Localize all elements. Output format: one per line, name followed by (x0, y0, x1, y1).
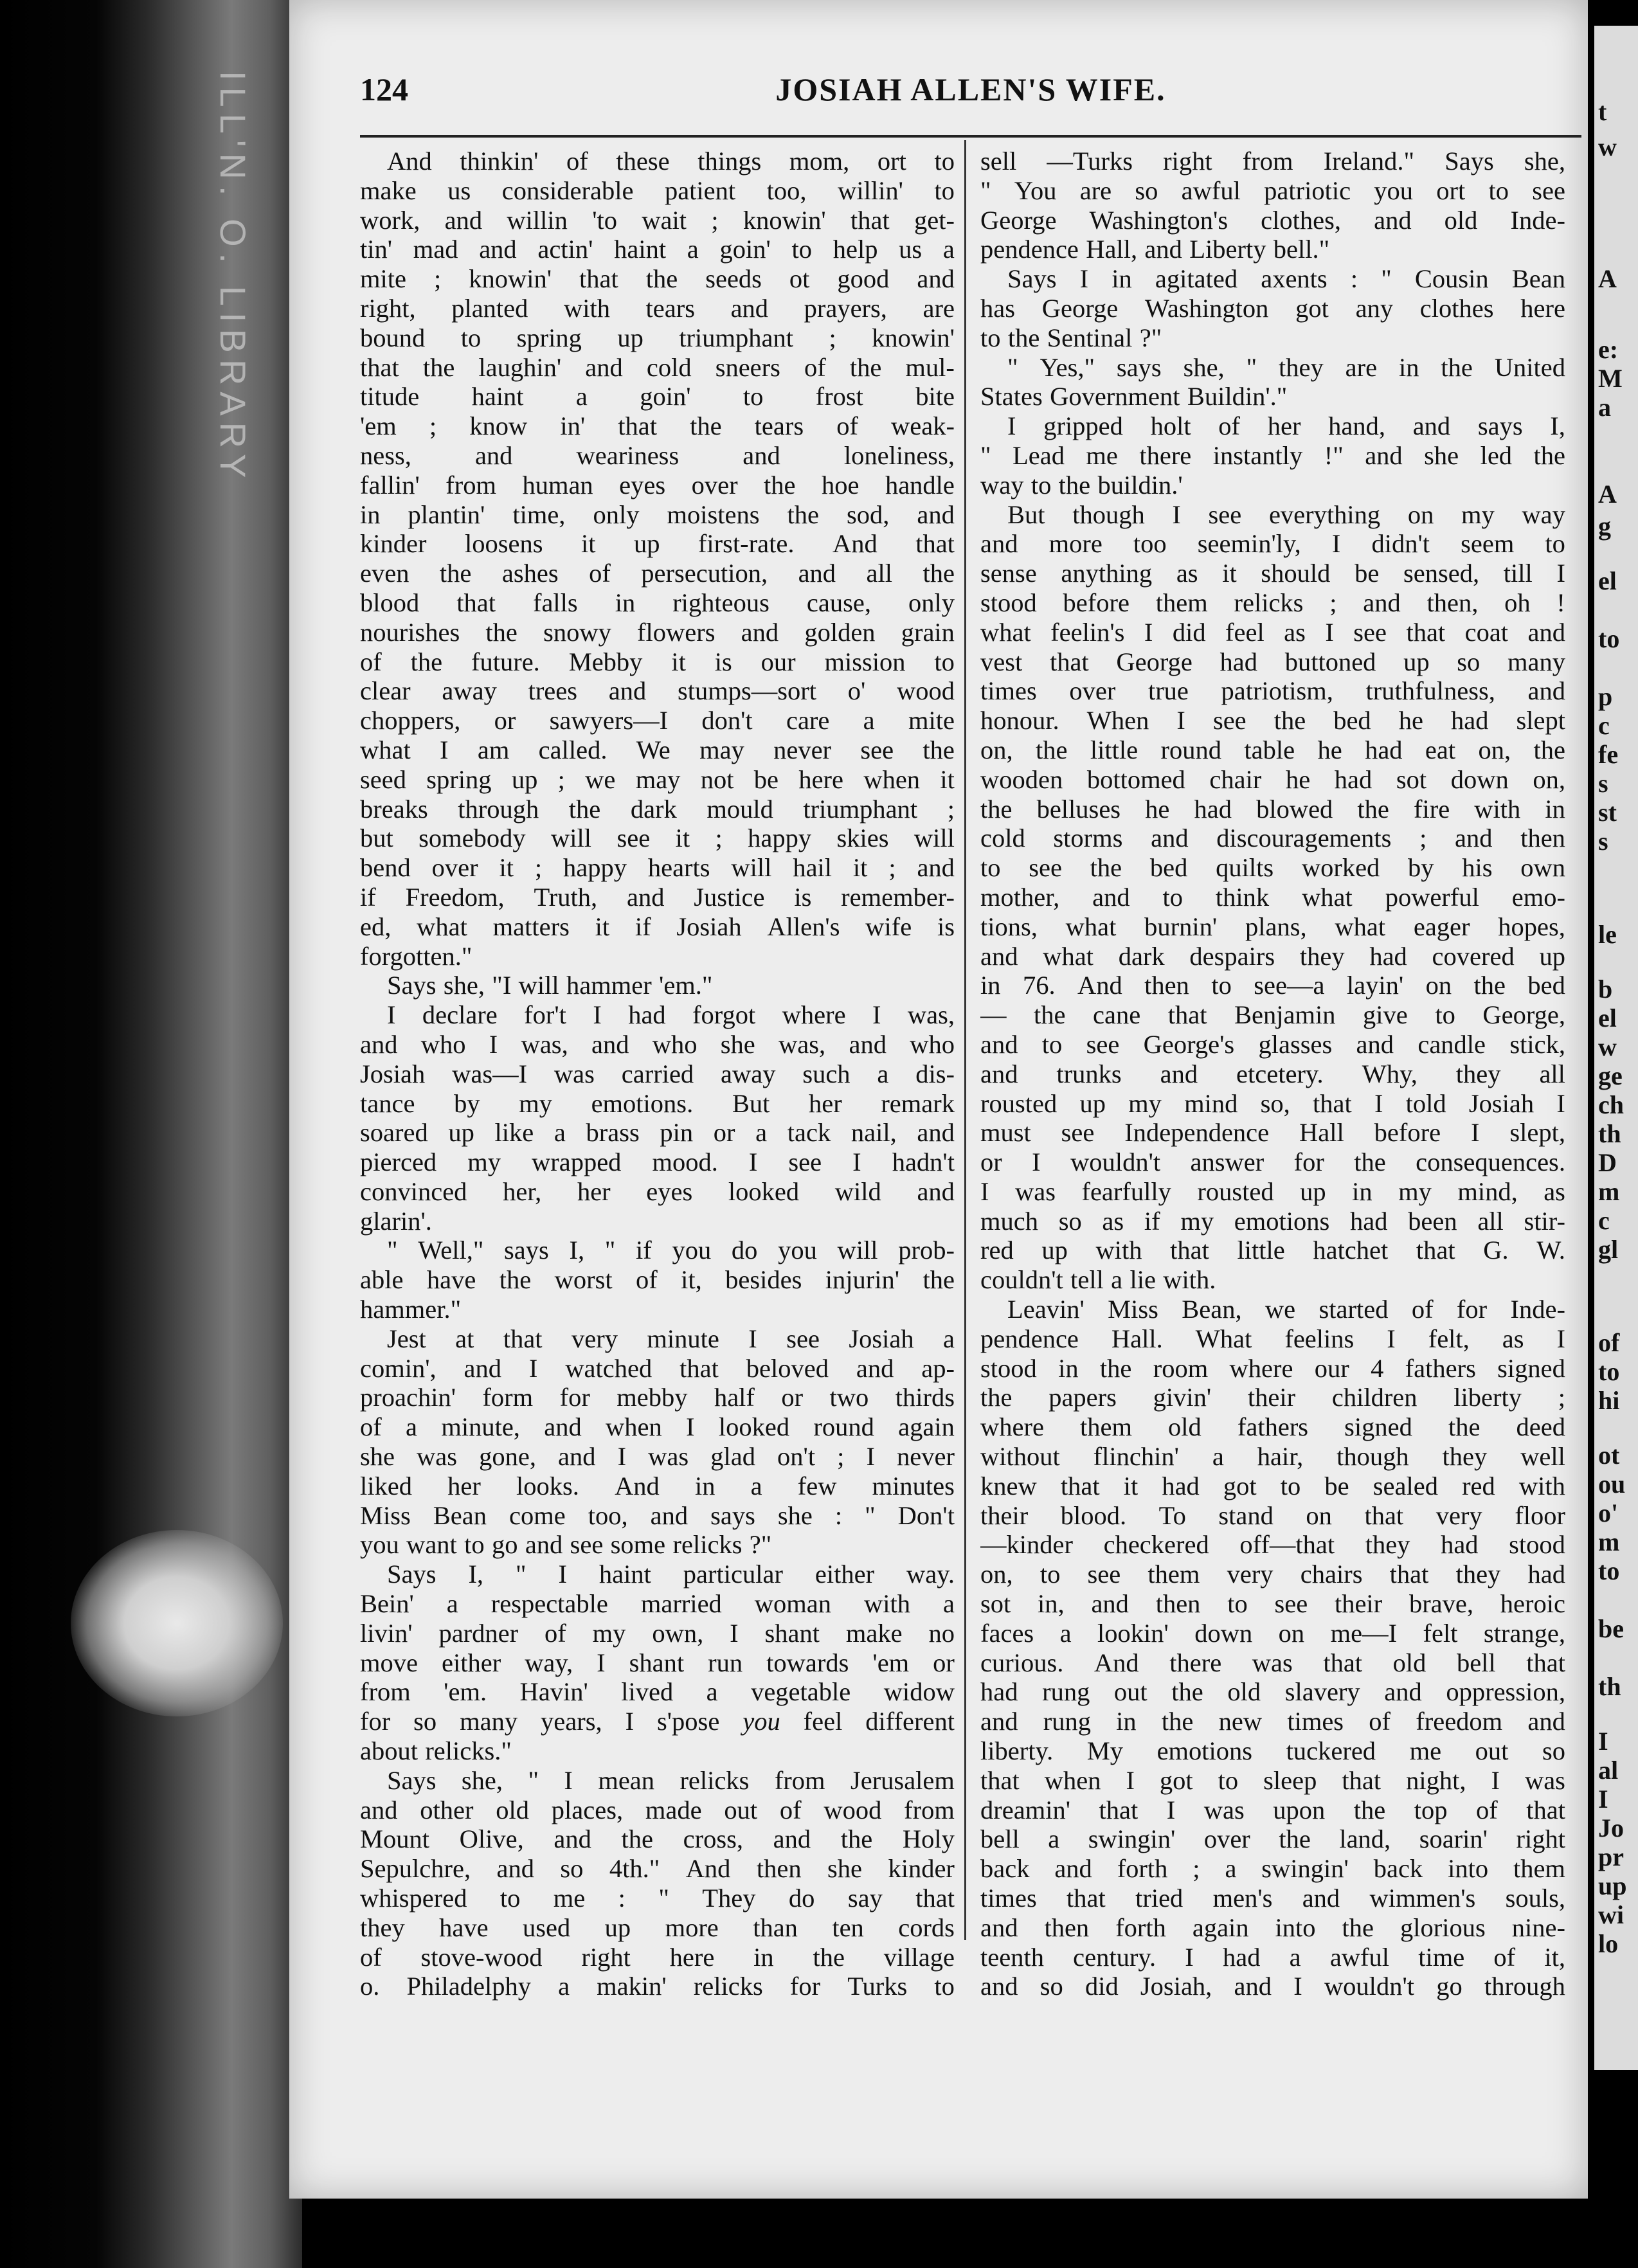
text-line: honour. When I see the bed he had slept (980, 706, 1565, 735)
text-line: and trunks and etcetery. Why, they all (980, 1059, 1565, 1088)
text-line: on, the little round table he had eat on, the (980, 735, 1565, 764)
text-line: liberty. My emotions tuckered me out so (980, 1736, 1565, 1766)
adjacent-page-fragment: be (1598, 1614, 1624, 1643)
text-line: " Yes," says she, " they are in the United (1007, 352, 1565, 382)
text-line: —kinder checkered off—that they had stood (980, 1530, 1565, 1560)
text-line: from 'em. Havin' lived a vegetable widow (360, 1677, 955, 1707)
adjacent-page-fragment: g (1598, 512, 1611, 541)
text-line: and rung in the new times of freedom and (980, 1707, 1565, 1736)
text-line: " Lead me there instantly !" and she led the (980, 440, 1565, 470)
adjacent-page-fragment: e: (1598, 335, 1619, 364)
text-line: the belluses he had blowed the fire with in (980, 794, 1565, 824)
paper-damage-stain (71, 1530, 283, 1716)
text-line: she was gone, and I was glad on't ; I never (360, 1442, 955, 1472)
text-line: and more too seemin'ly, I didn't seem to (980, 529, 1565, 559)
spine-library-stamp: ILL'N. O. LIBRARY (213, 71, 253, 485)
text-line: Mount Olive, and the cross, and the Holy (360, 1824, 955, 1854)
text-line: and to see George's glasses and candle stick, (980, 1029, 1565, 1059)
adjacent-page-fragment: of (1598, 1328, 1620, 1357)
text-line: mother, and to think what powerful emo- (980, 882, 1565, 912)
adjacent-page-fragment: le (1598, 920, 1617, 949)
adjacent-page-fragment: A (1598, 480, 1617, 509)
text-line: pierced my wrapped mood. I see I hadn't (360, 1148, 955, 1177)
text-line: right, planted with tears and prayers, are (360, 293, 955, 323)
adjacent-page-fragment: al (1598, 1756, 1619, 1785)
text-line: pendence Hall, and Liberty bell." (980, 235, 1330, 264)
text-line: Says she, "I will hammer 'em." (387, 971, 713, 1000)
text-column-right (980, 147, 1565, 2001)
text-line: fallin' from human eyes over the hoe handle (360, 470, 955, 500)
adjacent-page-fragment: ge (1598, 1061, 1623, 1090)
adjacent-page-fragment: th (1598, 1119, 1621, 1148)
text-line: seed spring up ; we may not be here when it (360, 764, 955, 794)
text-line: of a minute, and when I looked round again (360, 1412, 955, 1442)
text-line: ness, and weariness and loneliness, (360, 440, 955, 470)
text-line: must see Independence Hall before I slept, (980, 1118, 1565, 1148)
adjacent-page-fragment: c (1598, 711, 1610, 740)
adjacent-page-fragment: ot (1598, 1441, 1620, 1470)
text-line: rousted up my mind so, that I told Josiah I (980, 1088, 1565, 1118)
text-line: forgotten." (360, 941, 473, 971)
text-line: Bein' a respectable married woman with a (360, 1589, 955, 1619)
text-line: and who I was, and who she was, and who (360, 1029, 955, 1059)
adjacent-page-fragment: D (1598, 1148, 1617, 1177)
text-line: titude haint a goin' to frost bite (360, 382, 955, 411)
text-line: glarin'. (360, 1206, 432, 1236)
text-line: Sepulchre, and so 4th." And then she kinder (360, 1854, 955, 1884)
text-line: their blood. To stand on that very floor (980, 1500, 1565, 1530)
text-line: has George Washington got any clothes here (980, 293, 1565, 323)
text-line: Says she, " I mean relicks from Jerusalem (387, 1765, 955, 1795)
text-line: times that tried men's and wimmen's souls, (980, 1884, 1565, 1913)
adjacent-page-fragment: th (1598, 1672, 1621, 1701)
adjacent-page-fragment: el (1598, 1004, 1617, 1032)
text-line: choppers, or sawyers—I don't care a mite (360, 706, 955, 735)
text-line: to see the bed quilts worked by his own (980, 853, 1565, 883)
text-line: stood in the room where our 4 fathers signed (980, 1353, 1565, 1383)
text-line: George Washington's clothes, and old Inde- (980, 205, 1565, 235)
text-line: teenth century. I had a awful time of it, (980, 1942, 1565, 1972)
text-line: times over true patriotism, truthfulness, and (980, 676, 1565, 706)
adjacent-page-fragment: m (1598, 1177, 1620, 1206)
text-line: tin' mad and actin' haint a goin' to help us a (360, 235, 955, 264)
text-line: back and forth ; a swingin' back into them (980, 1854, 1565, 1884)
text-line: dreamin' that I was upon the top of that (980, 1795, 1565, 1824)
text-line: much so as if my emotions had been all stir- (980, 1206, 1565, 1236)
text-line: for so many years, I s'pose you feel different (360, 1707, 955, 1736)
text-line: the papers givin' their children liberty ; (980, 1383, 1565, 1412)
adjacent-page-fragment: m (1598, 1527, 1620, 1556)
text-line: sot in, and then to see their brave, heroic (980, 1589, 1565, 1619)
text-line: proachin' form for mebby half or two thirds (360, 1383, 955, 1412)
text-line: But though I see everything on my way (1007, 500, 1565, 529)
adjacent-page-fragment: fe (1598, 740, 1619, 769)
text-line: even the ashes of persecution, and all the (360, 559, 955, 588)
adjacent-page-fragment: A (1598, 264, 1617, 293)
text-line: nourishes the snowy flowers and golden grain (360, 617, 955, 647)
text-line: stood before them relicks ; and then, oh ! (980, 588, 1565, 617)
text-line: I gripped holt of her hand, and says I, (1007, 411, 1565, 441)
text-line: they have used up more than ten cords (360, 1913, 955, 1942)
text-line: that the laughin' and cold sneers of the mul- (360, 352, 955, 382)
text-line: 'em ; know in' that the tears of weak- (360, 411, 955, 441)
text-line: Josiah was—I was carried away such a dis- (360, 1059, 955, 1088)
adjacent-page-fragment: up (1598, 1871, 1627, 1900)
text-line: Says I, " I haint particular either way. (387, 1560, 955, 1589)
adjacent-page-fragment: ou (1598, 1470, 1626, 1498)
text-line: liked her looks. And in a few minutes (360, 1471, 955, 1500)
text-line: where them old fathers signed the deed (980, 1412, 1565, 1442)
text-line: wooden bottomed chair he had sot down on, (980, 764, 1565, 794)
text-line: blood that falls in righteous cause, only (360, 588, 955, 617)
text-line: " You are so awful patriotic you ort to see (980, 176, 1565, 205)
text-line: knew that it had got to be sealed red with (980, 1471, 1565, 1500)
text-line: comin', and I watched that beloved and ap- (360, 1353, 955, 1383)
text-line: in plantin' time, only moistens the sod, and (360, 500, 955, 529)
text-line: to the Sentinal ?" (980, 323, 1162, 352)
text-line: Says I in agitated axents : " Cousin Bean (1007, 264, 1565, 294)
adjacent-page-fragment: c (1598, 1206, 1610, 1235)
text-line: you want to go and see some relicks ?" (360, 1530, 772, 1560)
text-line: convinced her, her eyes looked wild and (360, 1176, 955, 1206)
text-line: mite ; knowin' that the seeds ot good and (360, 264, 955, 294)
text-line: vest that George had buttoned up so many (980, 647, 1565, 676)
adjacent-page-fragment: el (1598, 566, 1617, 595)
adjacent-page-fragment: M (1598, 364, 1623, 393)
adjacent-page-fragment: to (1598, 1357, 1620, 1386)
text-line: curious. And there was that old bell that (980, 1648, 1565, 1677)
text-line: kinder loosens it up first-rate. And that (360, 529, 955, 559)
text-line: about relicks." (360, 1736, 512, 1766)
text-line: livin' pardner of my own, I shant make no (360, 1618, 955, 1648)
text-line: pendence Hall. What feelins I felt, as I (980, 1324, 1565, 1353)
adjacent-page-fragment: o' (1598, 1498, 1619, 1527)
text-line: and other old places, made out of wood from (360, 1795, 955, 1824)
adjacent-page-fragment: t (1598, 97, 1607, 126)
text-line: on, to see them very chairs that they had (980, 1560, 1565, 1589)
text-line: I was fearfully rousted up in my mind, as (980, 1176, 1565, 1206)
adjacent-page-fragment: w (1598, 132, 1617, 161)
text-line: make us considerable patient too, willin' to (360, 176, 955, 205)
adjacent-page-fragment: a (1598, 393, 1611, 422)
text-line: sell —Turks right from Ireland." Says she, (980, 147, 1565, 176)
adjacent-page-fragment: ch (1598, 1090, 1624, 1119)
running-head-title: JOSIAH ALLEN'S WIFE. (775, 71, 1166, 107)
text-line: move either way, I shant run towards 'em or (360, 1648, 955, 1677)
adjacent-page-fragment: w (1598, 1032, 1617, 1061)
text-line: able have the worst of it, besides injurin' the (360, 1265, 955, 1295)
adjacent-page-fragment: wi (1598, 1900, 1624, 1929)
text-line: couldn't tell a lie with. (980, 1265, 1216, 1295)
text-line: Leavin' Miss Bean, we started of for Inde- (1007, 1295, 1565, 1324)
text-line: if Freedom, Truth, and Justice is remember- (360, 882, 955, 912)
text-line: And thinkin' of these things mom, ort to (387, 147, 955, 176)
text-line: cold storms and discouragements ; and then (980, 824, 1565, 853)
text-line: bell a swingin' over the land, soarin' right (980, 1824, 1565, 1854)
text-line: soared up like a brass pin or a tack nail, and (360, 1118, 955, 1148)
adjacent-page-fragment: I (1598, 1727, 1608, 1756)
text-line: breaks through the dark mould triumphant ; (360, 794, 955, 824)
adjacent-page-fragment: lo (1598, 1929, 1619, 1958)
text-line: what feelin's I did feel as I see that coat and (980, 617, 1565, 647)
text-line: o. Philadelphy a makin' relicks for Turks to (360, 1972, 955, 2001)
text-line: faces a lookin' down on me—I felt strange, (980, 1618, 1565, 1648)
text-line: had rung out the old slavery and oppression, (980, 1677, 1565, 1707)
text-line: whispered to me : " They do say that (360, 1884, 955, 1913)
text-line: and so did Josiah, and I wouldn't go through (980, 1972, 1565, 2001)
text-line: States Government Buildin'." (980, 382, 1288, 411)
text-line: ed, what matters it if Josiah Allen's wife is (360, 912, 955, 941)
text-line: without flinchin' a hair, though they well (980, 1442, 1565, 1472)
text-line: Miss Bean come too, and says she : " Don't (360, 1500, 955, 1530)
adjacent-page-fragment: b (1598, 975, 1613, 1004)
text-line: I declare for't I had forgot where I was, (387, 1000, 955, 1030)
adjacent-page-fragment: to (1598, 624, 1620, 653)
text-line: sense anything as it should be sensed, till I (980, 559, 1565, 588)
text-line: Jest at that very minute I see Josiah a (387, 1324, 955, 1353)
column-divider (964, 140, 966, 1940)
adjacent-page-fragment: s (1598, 769, 1608, 798)
adjacent-page-fragment: Jo (1598, 1814, 1624, 1842)
text-line: " Well," says I, " if you do you will prob- (387, 1236, 955, 1265)
adjacent-page-fragment: pr (1598, 1842, 1624, 1871)
page-header (360, 71, 1581, 116)
page-number: 124 (360, 71, 408, 107)
text-line: — the cane that Benjamin give to George, (980, 1000, 1565, 1030)
header-rule (360, 135, 1581, 138)
text-line: of stove-wood right here in the village (360, 1942, 955, 1972)
text-line: work, and willin 'to wait ; knowin' that get- (360, 205, 955, 235)
text-line: but somebody will see it ; happy skies will (360, 824, 955, 853)
adjacent-page-fragment: hi (1598, 1386, 1620, 1415)
text-line: and what dark despairs they had covered up (980, 941, 1565, 971)
text-line: and then forth again into the glorious nine- (980, 1913, 1565, 1942)
text-line: or I wouldn't answer for the consequences. (980, 1148, 1565, 1177)
text-line: tance by my emotions. But her remark (360, 1088, 955, 1118)
text-line: bound to spring up triumphant ; knowin' (360, 323, 955, 352)
text-line: what I am called. We may never see the (360, 735, 955, 764)
text-line: red up with that little hatchet that G. W. (980, 1236, 1565, 1265)
adjacent-page-fragment: s (1598, 827, 1608, 856)
text-line: tions, what burnin' plans, what eager hopes, (980, 912, 1565, 941)
text-line: way to the buildin.' (980, 470, 1183, 500)
text-line: in 76. And then to see—a layin' on the bed (980, 971, 1565, 1000)
adjacent-page-fragment: I (1598, 1785, 1608, 1814)
adjacent-page-edge (1594, 26, 1638, 2070)
text-line: clear away trees and stumps—sort o' wood (360, 676, 955, 706)
text-column-left (360, 147, 955, 2001)
text-line: hammer." (360, 1295, 462, 1324)
text-line: of the future. Mebby it is our mission to (360, 647, 955, 676)
book-spine (0, 0, 302, 2268)
text-line: bend over it ; happy hearts will hail it ; and (360, 853, 955, 883)
adjacent-page-fragment: st (1598, 798, 1617, 827)
adjacent-page-fragment: to (1598, 1556, 1620, 1585)
adjacent-page-fragment: gl (1598, 1235, 1619, 1264)
text-line: that when I got to sleep that night, I was (980, 1765, 1565, 1795)
adjacent-page-fragment: p (1598, 682, 1613, 711)
